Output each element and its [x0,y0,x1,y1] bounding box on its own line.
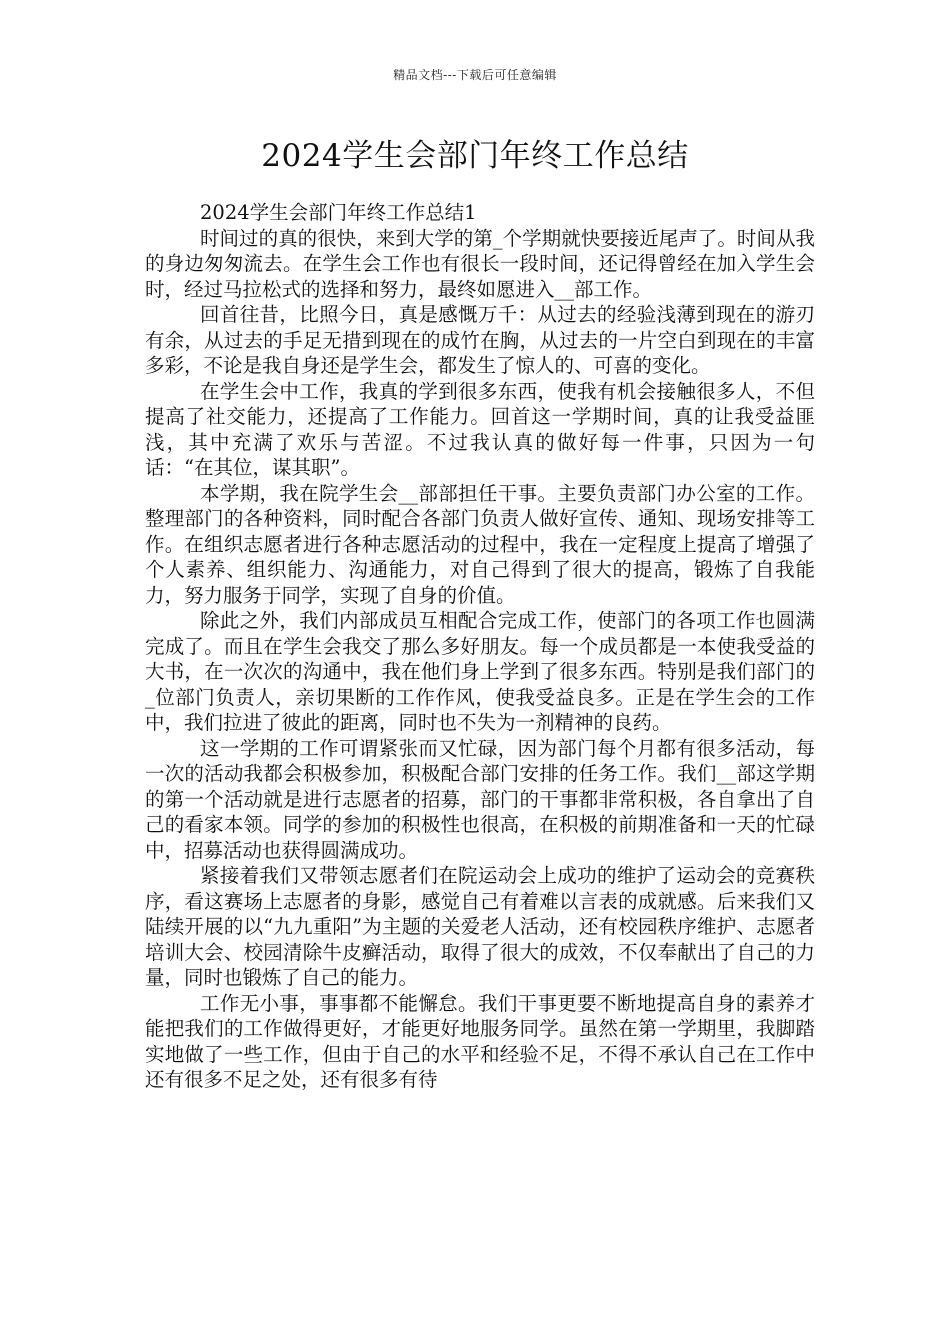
paragraph: 工作无小事，事事都不能懈怠。我们干事更要不断地提高自身的素养才能把我们的工作做得更好，才能更好地服务同学。虽然在第一学期里，我脚踏实地做了一些工作，但由于自己的水平和经验不足，不得不承认自己在工作中还有很多不足之处，还有很多有待 [145,991,815,1091]
paragraph: 这一学期的工作可谓紧张而又忙碌，因为部门每个月都有很多活动，每一次的活动我都会积极参加，积极配合部门安排的任务工作。我们__部这学期的第一个活动就是进行志愿者的招募，部门的干事都非常积极，各自拿出了自己的看家本领。同学的参加的积极性也很高，在积极的前期准备和一天的忙碌中，招募活动也获得圆满成功。 [145,736,815,862]
paragraph: 除此之外，我们内部成员互相配合完成工作，使部门的各项工作也圆满完成了。而且在学生会我交了那么多好朋友。每一个成员都是一本使我受益的大书，在一次次的沟通中，我在他们身上学到了很多东西。特别是我们部门的_位部门负责人，亲切果断的工作作风，使我受益良多。正是在学生会的工作中，我们拉进了彼此的距离，同时也不失为一剂精神的良药。 [145,609,815,734]
paragraph: 回首往昔，比照今日，真是感慨万千：从过去的经验浅薄到现在的游刃有余，从过去的手足无措到现在的成竹在胸，从过去的一片空白到现在的丰富多彩，不论是我自身还是学生会，都发生了惊人的、可喜的变化。 [145,303,815,377]
document-title: 2024学生会部门年终工作总结 [261,138,689,174]
section-heading: 2024学生会部门年终工作总结1 [200,201,477,224]
paragraph: 在学生会中工作，我真的学到很多东西，使我有机会接触很多人，不但提高了社交能力，还提高了工作能力。回首这一学期时间，真的让我受益匪浅，其中充满了欢乐与苦涩。不过我认真的做好每一件事，只因为一句话：“在其位，谋其职”。 [145,379,815,479]
paragraph: 紧接着我们又带领志愿者们在院运动会上成功的维护了运动会的竞赛秩序，看这赛场上志愿者的身影，感觉自己有着难以言表的成就感。后来我们又陆续开展的以“九九重阳”为主题的关爱老人活动，还有校园秩序维护、志愿者培训大会、校园清除牛皮癣活动，取得了很大的成效，不仅奉献出了自己的力量，同时也锻炼了自己的能力。 [145,864,815,989]
header-note: 精品文档---下载后可任意编辑 [393,68,557,82]
document-body [145,200,815,1093]
paragraph: 时间过的真的很快，来到大学的第_个学期就快要接近尾声了。时间从我的身边匆匆流去。在学生会工作也有很长一段时间，还记得曾经在加入学生会时，经过马拉松式的选择和努力，最终如愿进入__部工作。 [145,226,815,301]
paragraph: 本学期，我在院学生会__部部担任干事。主要负责部门办公室的工作。整理部门的各种资料，同时配合各部门负责人做好宣传、通知、现场安排等工作。在组织志愿者进行各种志愿活动的过程中，我在一定程度上提高了增强了个人素养、组织能力、沟通能力，对自己得到了很大的提高，锻炼了自我能力，努力服务于同学，实现了自身的价值。 [145,481,815,607]
